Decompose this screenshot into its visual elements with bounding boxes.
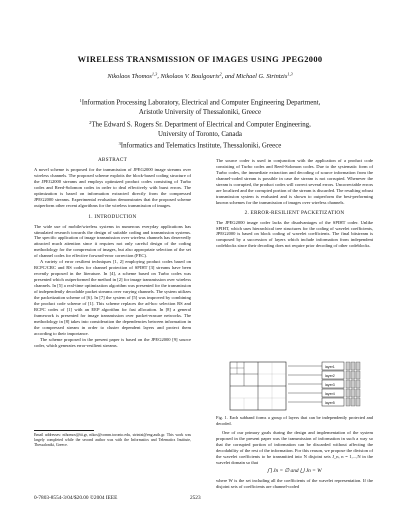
paper-title: WIRELESS TRANSMISSION OF IMAGES USING JPEG2000: [77, 55, 323, 64]
section2-paragraph: One of our primary goals during the design and implementation of the system proposed in the present paper was the transmission of information in such a way so that the corrupted portion of information can be discarded without affecting the decodability of the rest of the information. For this reason, we propose the division of the wavelet coefficients to be transmitted into N disjoint sets J_n, n = 1,...,N in the wavelet domain so that: [216, 430, 373, 465]
footer-isbn: 0-7803-8554-3/04/$20.00 ©2004 IEEE: [34, 495, 118, 501]
layer-label: layer2: [325, 374, 335, 378]
affiliations: [0, 96, 400, 151]
layer-label: layer4: [325, 392, 335, 396]
subband-diagram: [226, 358, 376, 414]
section2-paragraph: where W is the set including all the coefficients of the wavelet representation. If the disjoint sets of coefficients are channel-coded: [216, 477, 373, 489]
author-list: Nikolaos Thomos$^{1,3}$, Nikolaos V. Boulgouris$^2$, and Michael G. Strintzis$^{1,3}$: [107, 71, 293, 80]
author-1: Nikolaos Thomos$^{1,3}$: [107, 71, 158, 80]
layer-label: layer3: [325, 383, 335, 387]
right-column-bottom: [216, 430, 373, 490]
layer-label: layer1: [325, 365, 335, 369]
right-intro-paragraph: The source coder is used in conjunction with the application of a product code consisting of Turbo codes and Reed-Solomon codes. Due to the systematic form of Turbo codes, the immediate extraction and decoding of source information from the channel-coded stream is possible in case the stream is not corrupted. Whenever the stream is corrupted, the product codes will correct several errors. Uncorrectable errors are localized and the corrupted portion of the stream is discarded. The resulting robust transmission system is evaluated and is shown to outperform the best-performing known schemes for the transmission of images over wireless channels.: [216, 158, 373, 205]
section2-paragraph: The JPEG2000 image coder lacks the disadvantages of the SPIHT coder. Unlike SPIHT, which uses hierarchical tree structures for the coding of wavelet coefficients, JPEG2000 is based on block coding of wavelet coefficients. The final bitstream is composed by a succession of layers which include information from independent codeblocks since their decoding does not require prior decoding of other codeblocks.: [216, 219, 373, 249]
intro-paragraph: A variety of error resilient techniques [1, 2] employing product codes based on RCPC/CRC and RS codes for channel protection of SPIHT [3] streams have been recently proposed in the literature. In [4], a scheme based on Turbo codes was presented which outperformed the method in [2] for image transmission over wireless channels. In [5] a real-time optimization algorithm was presented for the transmission of independently decodable packet streams over varying channels. The system utilizes the packetization scheme of [6]. In [7] the system of [5] was improved by combining the product code scheme of [1]. This scheme replaces the ad-hoc selection RS and RCPC codes of [1] with an EEP algorithm for fast allocation. In [8] a general framework is presented for image transmission over packet-erasure networks. The methodology in [8] takes into consideration the dependencies between information in the compressed stream in order to cluster dependent layers and protect them according to their importance.: [34, 259, 191, 336]
affiliation-line: $^1$Information Processing Laboratory, Electrical and Computer Engineering Department,: [79, 98, 321, 107]
affiliation-line: $^3$Informatics and Telematics Institute, Thessaloniki, Greece: [118, 141, 282, 150]
footnote-rule: [34, 430, 94, 431]
affiliation-line: Aristotle University of Thessaloniki, Greece: [138, 109, 262, 117]
section2-heading: 2. ERROR-RESILIENT PACKETIZATION: [244, 209, 345, 216]
author-3: and Michael G. Strintzis$^{1,3}$: [224, 71, 293, 80]
intro-paragraph: The wide use of mobile/wireless systems in numerous everyday applications has stimulated research towards the design of suitable coding and transmission systems. The specific application of image transmission over wireless channels has deservedly attracted much attention since it requires not only careful design of the coding methodology for the compression of images, but also appropriate selection of the set of channel codes for effective forward-error correction (FEC).: [34, 223, 191, 259]
abstract-heading: ABSTRACT: [97, 157, 128, 163]
intro-paragraph: The scheme proposed in the present paper is based on the JPEG2000 [9] source coder, which generates error-resilient streams.: [34, 336, 191, 348]
author-2: Nikolaos V. Boulgouris$^2$: [160, 71, 222, 80]
intro-heading: 1. INTRODUCTION: [88, 213, 137, 220]
figure-caption: Fig. 1. Each subband forms a group of layers that can be independently protected and decoded.: [216, 415, 373, 426]
left-column: [34, 158, 191, 349]
affiliation-line: University of Toronto, Canada: [158, 130, 242, 138]
page-number: 2523: [190, 495, 201, 501]
figure-1: [226, 358, 376, 414]
right-column-top: [216, 158, 373, 249]
set-formula: ⋂ Jn = ∅ and ⋃ Jn = W: [267, 467, 322, 474]
footnote: Email addresses: nthomos@iti.gr, nikos@comm.toronto.edu, strintzi@eng.auth.gr. This work was largely completed while the second author was with the Informatics and Telematics Institute, Thessaloniki, Greece.: [34, 433, 191, 448]
layer-label: layer5: [325, 401, 335, 405]
affiliation-line: $^2$The Edward S. Rogers Sr. Department of Electrical and Computer Engineering,: [89, 119, 311, 129]
abstract-text: A novel scheme is proposed for the transmission of JPEG2000 image streams over wireless channels. The proposed scheme exploits the block-based coding structure of the JPEG2000 streams and employs optimized product codes consisting of Turbo codes and Reed-Solomon codes in order to deal effectively with burst errors. The optimization is based on information extracted directly from the compressed JPEG2000 streams. Experimental evaluation demonstrates that the proposed scheme outperform other recent algorithms for the wireless transmission of images.: [34, 166, 191, 208]
